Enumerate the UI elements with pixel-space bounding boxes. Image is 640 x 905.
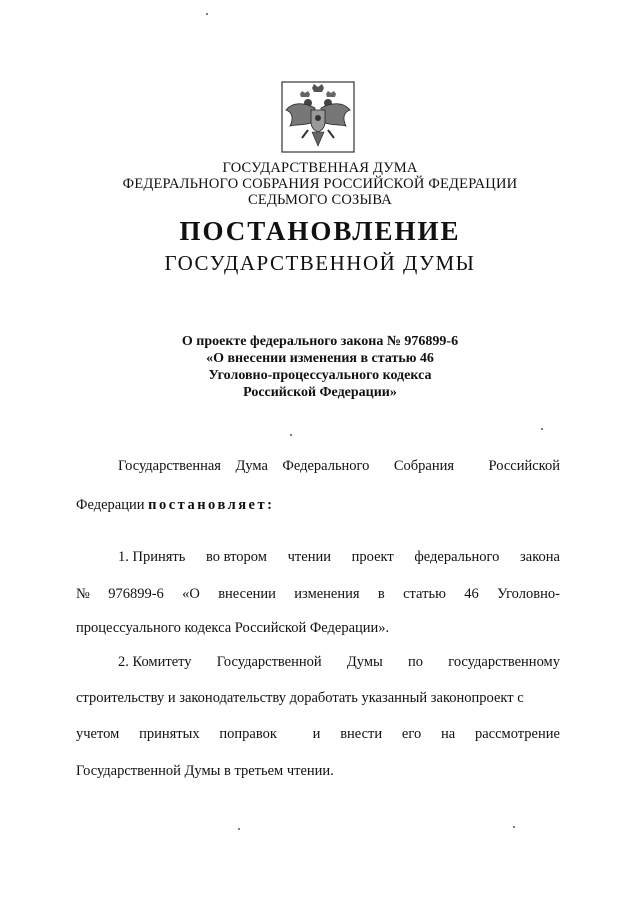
item1-word: Уголовно- — [497, 586, 560, 602]
item1-line-3: процессуального кодекса Российской Федерации». — [76, 620, 390, 636]
item1-word: закона — [520, 549, 560, 565]
scan-speck — [238, 828, 240, 830]
scan-speck — [206, 13, 208, 15]
item1-line-2 — [76, 586, 560, 603]
item2-word: поправок — [219, 726, 277, 742]
coat-of-arms-emblem — [278, 76, 358, 156]
item1-word: 976899-6 — [108, 586, 164, 602]
scan-speck — [513, 826, 515, 828]
scan-speck — [541, 428, 543, 430]
item2-word: 2. Комитету — [118, 654, 192, 670]
item1-word: во втором — [206, 549, 267, 565]
item2-word: государственному — [448, 654, 560, 670]
decree-word: постановляет: — [148, 497, 275, 513]
org-name-line-1: ГОСУДАРСТВЕННАЯ ДУМА — [222, 160, 418, 176]
item1-word: в — [377, 586, 385, 602]
document-type-title: ПОСТАНОВЛЕНИЕ — [179, 216, 461, 246]
item1-word: проект — [351, 549, 394, 565]
item2-word: Думы — [346, 654, 383, 670]
item1-word: «О — [182, 586, 200, 602]
item2-word: Государственной — [216, 654, 322, 670]
org-name-line-2: ФЕДЕРАЛЬНОГО СОБРАНИЯ РОССИЙСКОЙ ФЕДЕРАЦИИ — [122, 176, 518, 192]
item2-word: рассмотрение — [474, 726, 560, 742]
preamble-line-2 — [76, 497, 274, 514]
subject-line-2: «О внесении изменения в статью 46 — [206, 351, 434, 366]
item2-word: принятых — [139, 726, 200, 742]
item1-word: федерального — [414, 549, 500, 565]
item2-word: по — [407, 654, 423, 670]
item2-word: учетом — [76, 726, 120, 742]
item1-word: чтении — [287, 549, 331, 565]
item1-word: 46 — [464, 586, 479, 602]
item2-line-1 — [118, 654, 560, 671]
item1-line-1 — [118, 549, 560, 566]
subject-line-3: Уголовно-процессуального кодекса — [208, 368, 432, 383]
item2-word: его — [401, 726, 422, 742]
scan-speck — [290, 434, 292, 436]
item1-word: внесении — [218, 586, 276, 602]
item2-word: внести — [340, 726, 383, 742]
item1-word: 1. Принять — [118, 549, 186, 565]
preamble-word: Государственная — [118, 458, 221, 474]
item1-word: № — [76, 586, 90, 602]
preamble-word: Дума — [235, 458, 268, 474]
item2-line-2: строительству и законодательству доработать указанный законопроект с — [76, 690, 524, 706]
preamble-word: Российской — [488, 458, 560, 474]
document-issuer-subtitle: ГОСУДАРСТВЕННОЙ ДУМЫ — [164, 251, 476, 275]
subject-line-1: О проекте федерального закона № 976899-6 — [181, 334, 459, 349]
subject-line-4: Российской Федерации» — [243, 385, 397, 400]
item2-line-4: Государственной Думы в третьем чтении. — [76, 763, 334, 779]
item2-word: на — [440, 726, 456, 742]
preamble-word: Федерального — [282, 458, 370, 474]
item2-word: и — [312, 726, 321, 742]
item2-line-3 — [76, 726, 560, 743]
item1-word: изменения — [294, 586, 360, 602]
item1-word: статью — [403, 586, 446, 602]
convocation-line: СЕДЬМОГО СОЗЫВА — [248, 192, 392, 208]
preamble-word: Федерации — [76, 497, 145, 513]
preamble-line-1 — [118, 458, 560, 475]
preamble-word: Собрания — [393, 458, 455, 474]
